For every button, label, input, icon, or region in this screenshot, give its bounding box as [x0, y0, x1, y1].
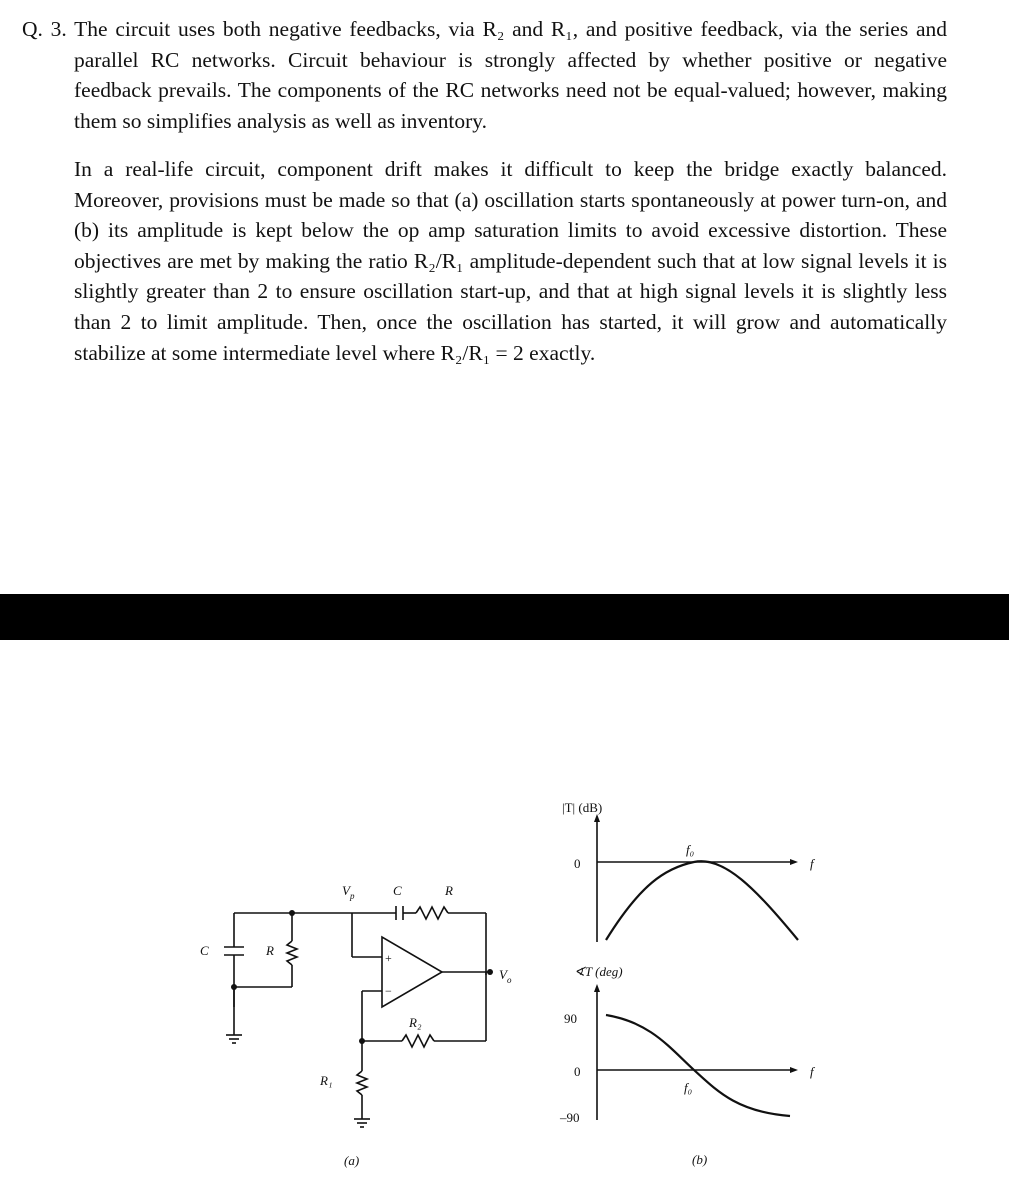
caption-a: (a)	[344, 1153, 360, 1168]
label-vp: $V_p$	[342, 883, 355, 901]
label-r2: R₂	[409, 1015, 422, 1030]
phase-m90-tick: –90	[560, 1110, 580, 1125]
label-minus: −	[385, 984, 392, 998]
label-r1: R₁	[320, 1073, 333, 1088]
caption-b: (b)	[692, 1152, 708, 1167]
question-paragraph-2: In a real-life circuit, component drift makes it difficult to keep the bridge exactly balanced. Moreover, provisions must be made so that (a) oscillation starts spontaneously at power turn-on, and (b) its amplitude is kept below the op amp saturation limits to avoid excessive distortion. These objectives are met by making the ratio R₂/R₁ amplitude-dependent such that at low signal levels it is slightly greater than 2 to ensure oscillation start-up, and that at high signal levels it is slightly less than 2 to limit amplitude. Then, once the oscillation has started, it will grow and automatically stabilize at some intermediate level where R₂/R₁ = 2 exactly.	[74, 157, 947, 365]
label-r-parallel: R	[266, 943, 274, 958]
mag-axis-label: |T| (dB)	[562, 800, 603, 815]
label-r-series: R	[445, 883, 453, 898]
mag-f-label: f	[810, 856, 814, 871]
phase-0-tick: 0	[574, 1064, 581, 1079]
question-paragraph-1	[22, 14, 947, 136]
mag-zero-tick: 0	[574, 856, 581, 871]
label-vo: $V_o$	[499, 967, 512, 985]
question-label: Q. 3.	[22, 17, 67, 41]
label-c-parallel: C	[200, 943, 209, 958]
magnitude-curve	[606, 861, 798, 940]
phase-f0-label: f₀	[684, 1080, 693, 1095]
phase-axis-label: ∢T (deg)	[574, 964, 623, 979]
label-c-series: C	[393, 883, 402, 898]
phase-f-label: f	[810, 1064, 814, 1079]
label-plus: +	[385, 951, 392, 965]
paragraph-1-text: The circuit uses both negative feedbacks, via R₂ and R₁, and positive feedback, via the series and parallel RC networks. Circuit behaviour is strongly affected by whether positive or negative feedback prevails. The components of the RC networks need not be equal-valued; however, making them so simplifies analysis as well as inventory.	[74, 17, 947, 133]
figure-a-circuit	[190, 875, 520, 1175]
phase-90-tick: 90	[564, 1011, 577, 1026]
mag-f0-label: f₀	[686, 842, 695, 857]
phase-curve	[606, 1015, 790, 1116]
black-divider-bar	[0, 594, 1009, 640]
figure-b-plots	[540, 790, 830, 1180]
